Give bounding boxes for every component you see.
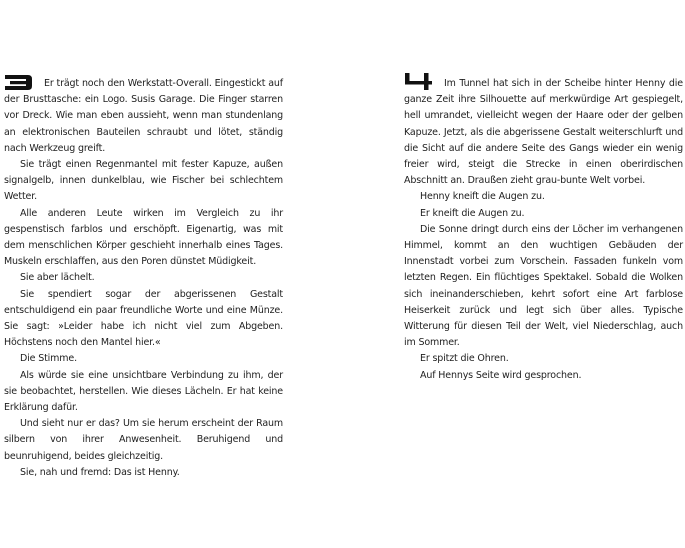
chapter-4-para-4: Die Sonne dringt durch eins der Löcher im verhangenen Himmel, kommt an den wuchtigen Gebäuden der Innenstadt vorbei zum Vorschein. Fassaden funkeln vom letzten Regen. Ein flüchtiges Spektakel. Sobald die Wolken sich ineinanderschieben, kehrt sofort eine Art farblose Heiserkeit zurück und legt sich über alles. Typische Witterung für diesen Teil der Welt, viel Niederschlag, auch im Sommer.: [404, 223, 683, 349]
chapter-3-para-4: Sie aber lächelt.: [20, 272, 95, 284]
chapter-3-para-1: Er trägt noch den Werkstatt-Overall. Eingestickt auf der Brusttasche: ein Logo. Susis Garage. Die Finger starren vor Dreck. Wie man eben aussieht, wenn man stundenlang an elektronischen Bauteilen schraubt und lötet, ständig nach Werkzeug greift.: [4, 78, 283, 154]
chapter-3-para-6: Die Stimme.: [20, 353, 77, 365]
chapter-3-para-9: Sie, nah und fremd: Das ist Henny.: [20, 466, 180, 478]
chapter-4-para-1: Im Tunnel hat sich in der Scheibe hinter Henny die ganze Zeit ihre Silhouette auf merkwürdige Art gespiegelt, hell umrandet, vielleicht wegen der Haare oder der gelben Kapuze. Jetzt, als die abgerissene Gestalt weiterschlurft und die Sicht auf die andere Seite des Gangs wieder ein wenig freier wird, steigt die Strecke in einen oberirdischen Abschnitt an. Draußen zieht grau-bunte Welt vorbei.: [404, 78, 683, 187]
chapter-4-para-5: Er spitzt die Ohren.: [420, 353, 509, 365]
chapter-3-para-2: Sie trägt einen Regenmantel mit fester Kapuze, außen signalgelb, innen dunkelblau, wie Fischer bei schlechtem Wetter.: [4, 159, 283, 203]
chapter-3-para-8: Und sieht nur er das? Um sie herum erscheint der Raum silbern von ihrer Anwesenheit. Beruhigend und beunruhigend, beides gleichzeitig.: [4, 418, 283, 462]
chapter-number-4: [404, 76, 434, 90]
paragraph: [404, 76, 683, 189]
chapter-4-glyph: [404, 72, 434, 92]
chapter-3-para-3: Alle anderen Leute wirken im Vergleich zu ihr gespenstisch farblos und erschöpft. Eigenartig, was mit dem menschlichen Körper geschieht innerhalb eines Tages. Muskeln erschlaffen, aus den Poren dünstet Müdigkeit.: [4, 207, 283, 268]
chapter-4-para-6: Auf Hennys Seite wird gesprochen.: [420, 369, 582, 381]
chapter-number-3: [4, 76, 34, 90]
chapter-4-para-2: Henny kneift die Augen zu.: [420, 191, 545, 203]
chapter-3-glyph: [4, 72, 34, 92]
chapter-4-text: [404, 76, 683, 384]
chapter-3-para-5: Sie spendiert sogar der abgerissenen Gestalt entschuldigend ein paar freundliche Worte und eine Münze. Sie sagt: »Leider habe ich nicht viel zum Abgeben. Höchstens noch den Mantel hier.«: [4, 288, 283, 349]
chapter-4-para-3: Er kneift die Augen zu.: [420, 207, 525, 219]
chapter-3-text: [4, 76, 283, 481]
paragraph: [4, 76, 283, 157]
chapter-3-para-7: Als würde sie eine unsichtbare Verbindung zu ihm, der sie beobachtet, herstellen. Wie dieses Lächeln. Er hat keine Erklärung dafür.: [4, 369, 283, 414]
